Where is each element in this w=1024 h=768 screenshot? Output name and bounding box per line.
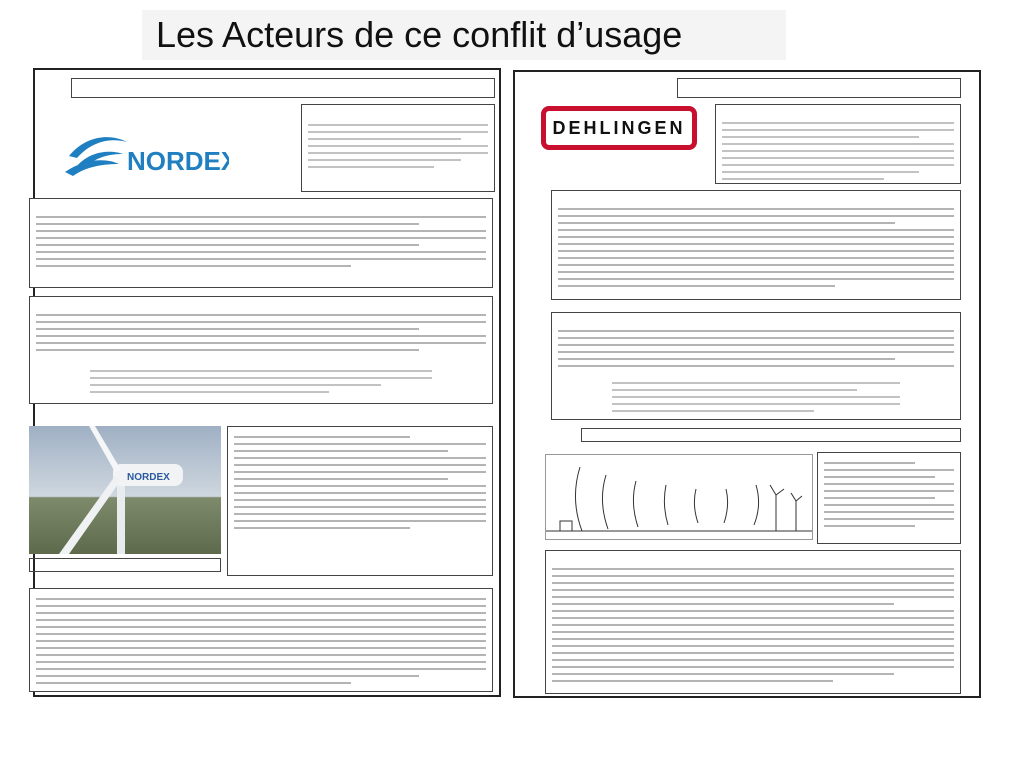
svg-text:NORDEX: NORDEX <box>127 472 170 483</box>
conflict-box <box>29 296 493 404</box>
right-who-box <box>551 190 961 300</box>
left-document <box>33 68 501 697</box>
noise-article-box <box>29 588 493 692</box>
nordex-logo <box>57 104 229 194</box>
residents-header <box>677 78 961 98</box>
explanation-box <box>227 426 493 576</box>
sound-propagation-diagram <box>545 454 813 540</box>
turbine-photo <box>29 426 221 554</box>
right-document <box>513 70 981 698</box>
map-caption <box>29 558 221 572</box>
company-header <box>71 78 495 98</box>
aerodynamic-noise-box <box>817 452 961 544</box>
right-documents-header <box>581 428 961 442</box>
newspaper-article-box <box>545 550 961 694</box>
svg-text:NORDEX: NORDEX <box>127 146 229 176</box>
slide-title: Les Acteurs de ce conflit d’usage <box>142 10 786 60</box>
right-conflict-box <box>551 312 961 420</box>
mission-box <box>301 104 495 192</box>
town-sign: DEHLINGEN <box>541 106 697 150</box>
right-mission-box <box>715 104 961 184</box>
who-box <box>29 198 493 288</box>
